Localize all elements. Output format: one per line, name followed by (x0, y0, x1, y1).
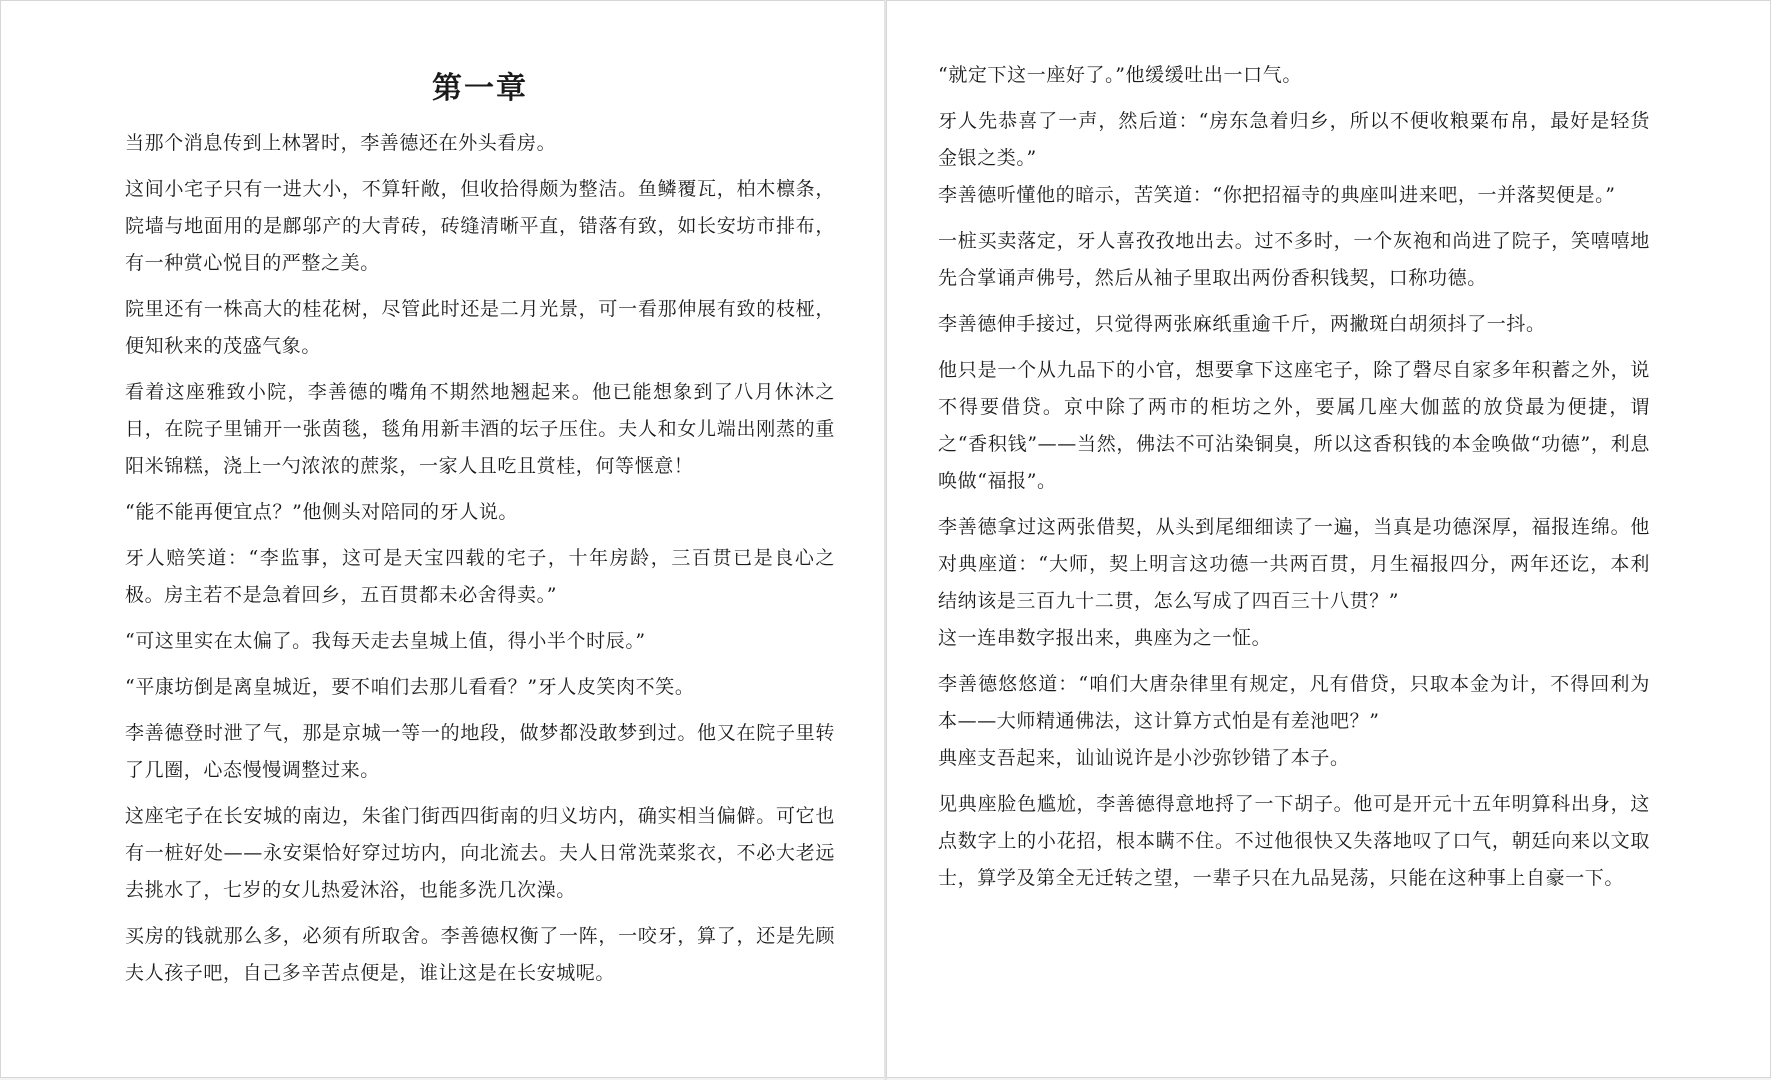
paragraph: 李善德拿过这两张借契，从头到尾细细读了一遍，当真是功德深厚，福报连绵。他对典座道：“大师，契上明言这功德一共两百贯，月生福报四分，两年还讫，本利结纳该是三百九十二贯，怎么写成了四百三十八贯？” (938, 516, 1650, 612)
paragraph: 看着这座雅致小院，李善德的嘴角不期然地翘起来。他已能想象到了八月休沐之日，在院子里铺开一张茵毯，毯角用新丰酒的坛子压住。夫人和女儿端出刚蒸的重阳米锦糕，浇上一勺浓浓的蔗浆，一家人且吃且赏桂，何等惬意！ (125, 381, 835, 477)
paragraph: “可这里实在太偏了。我每天走去皇城上值，得小半个时辰。” (125, 630, 646, 652)
paragraph: 牙人赔笑道：“李监事，这可是天宝四载的宅子，十年房龄，三百贯已是良心之极。房主若不是急着回乡，五百贯都未必舍得卖。” (125, 547, 835, 606)
page-left (0, 0, 885, 1078)
paragraph: 李善德伸手接过，只觉得两张麻纸重逾千斤，两撇斑白胡须抖了一抖。 (938, 313, 1546, 335)
paragraph: “平康坊倒是离皇城近，要不咱们去那儿看看？”牙人皮笑肉不笑。 (125, 676, 695, 698)
paragraph: 一桩买卖落定，牙人喜孜孜地出去。过不多时，一个灰袍和尚进了院子，笑嘻嘻地先合掌诵声佛号，然后从袖子里取出两份香积钱契，口称功德。 (938, 230, 1650, 289)
paragraph: 买房的钱就那么多，必须有所取舍。李善德权衡了一阵，一咬牙，算了，还是先顾夫人孩子吧，自己多辛苦点便是，谁让这是在长安城呢。 (125, 925, 835, 984)
paragraph: 李善德听懂他的暗示，苦笑道：“你把招福寺的典座叫进来吧，一并落契便是。” (938, 184, 1616, 206)
page-right-content (938, 57, 1650, 906)
paragraph: 他只是一个从九品下的小官，想要拿下这座宅子，除了磬尽自家多年积蓄之外，说不得要借贷。京中除了两市的柜坊之外，要属几座大伽蓝的放贷最为便捷，谓之“香积钱”——当然，佛法不可沾染铜臭，所以这香积钱的本金唤做“功德”，利息唤做“福报”。 (938, 359, 1650, 492)
paragraph: “就定下这一座好了。”他缓缓吐出一口气。 (938, 64, 1302, 86)
paragraph: 李善德登时泄了气，那是京城一等一的地段，做梦都没敢梦到过。他又在院子里转了几圈，心态慢慢调整过来。 (125, 722, 835, 781)
paragraph: 院里还有一株高大的桂花树，尽管此时还是二月光景，可一看那伸展有致的枝桠，便知秋来的茂盛气象。 (125, 298, 835, 357)
page-left-content (125, 71, 835, 1001)
paragraph: 典座支吾起来，讪讪说许是小沙弥钞错了本子。 (938, 747, 1350, 769)
paragraph: 牙人先恭喜了一声，然后道：“房东急着归乡，所以不便收粮粟布帛，最好是轻货金银之类。” (938, 110, 1650, 169)
paragraph: 这座宅子在长安城的南边，朱雀门街西四街南的归义坊内，确实相当偏僻。可它也有一桩好处——永安渠恰好穿过坊内，向北流去。夫人日常洗菜浆衣，不必大老远去挑水了，七岁的女儿热爱沐浴，也能多洗几次澡。 (125, 805, 835, 901)
paragraph: 李善德悠悠道：“咱们大唐杂律里有规定，凡有借贷，只取本金为计，不得回利为本——大师精通佛法，这计算方式怕是有差池吧？” (938, 673, 1650, 732)
paragraph: 这一连串数字报出来，典座为之一怔。 (938, 627, 1272, 649)
paragraph: “能不能再便宜点？”他侧头对陪同的牙人说。 (125, 501, 519, 523)
chapter-title: 第一章 (432, 71, 528, 106)
page-right (886, 0, 1771, 1078)
paragraph: 这间小宅子只有一进大小，不算轩敞，但收拾得颇为整洁。鱼鳞覆瓦，柏木檩条，院墙与地面用的是鄜邬产的大青砖，砖缝清晰平直，错落有致，如长安坊市排布，有一种赏心悦目的严整之美。 (125, 178, 835, 274)
paragraph: 见典座脸色尴尬，李善德得意地捋了一下胡子。他可是开元十五年明算科出身，这点数字上的小花招，根本瞒不住。不过他很快又失落地叹了口气，朝廷向来以文取士，算学及第全无迁转之望，一辈子只在九品晃荡，只能在这种事上自豪一下。 (938, 793, 1650, 889)
paragraph: 当那个消息传到上林署时，李善德还在外头看房。 (125, 132, 557, 154)
